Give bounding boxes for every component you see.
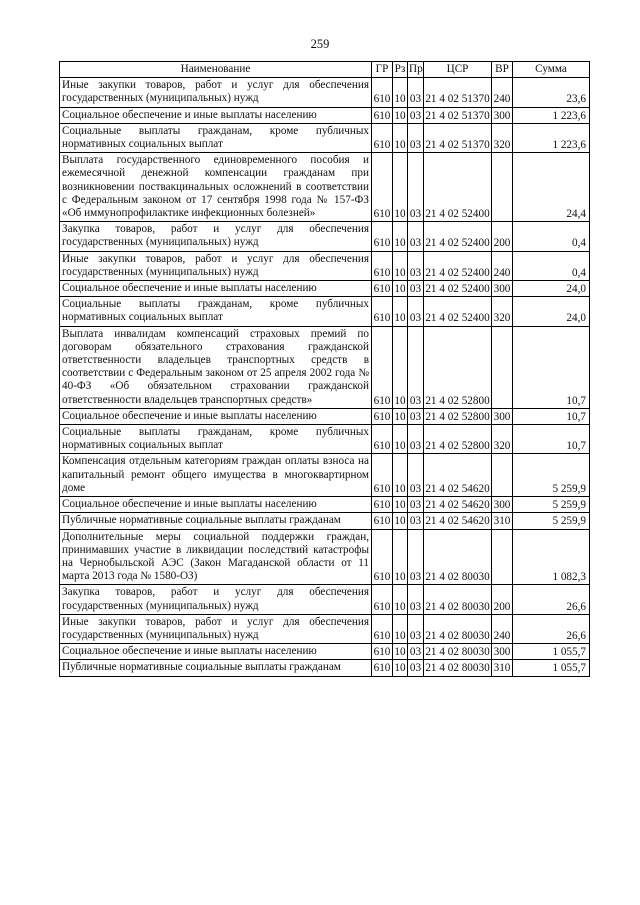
cell-rz: 10 — [393, 123, 408, 152]
cell-name: Выплата государственного единовременного пособия и ежемесячной денежной компенсации гражданам при возникновении поствакцинальных осложнений в соответствии с Федеральным законом от 17 сентября 1998 года № 157-ФЗ «Об иммунопрофилактике инфекционных болезней» — [60, 153, 372, 222]
cell-name: Иные закупки товаров, работ и услуг для обеспечения государственных (муниципальных) нужд — [60, 251, 372, 280]
cell-sum: 23,6 — [513, 78, 590, 107]
header-rz: Рз — [393, 62, 408, 78]
cell-gr: 610 — [372, 281, 393, 297]
cell-rz: 10 — [393, 660, 408, 676]
cell-gr: 610 — [372, 585, 393, 614]
cell-name: Закупка товаров, работ и услуг для обеспечения государственных (муниципальных) нужд — [60, 585, 372, 614]
cell-rz: 10 — [393, 326, 408, 408]
cell-pr: 03 — [408, 513, 424, 529]
cell-rz: 10 — [393, 251, 408, 280]
cell-gr: 610 — [372, 408, 393, 424]
cell-csr: 21 4 02 54620 — [424, 513, 492, 529]
cell-sum: 0,4 — [513, 222, 590, 251]
cell-vr: 300 — [492, 497, 513, 513]
cell-sum: 1 223,6 — [513, 107, 590, 123]
table-row — [60, 644, 590, 660]
cell-vr: 240 — [492, 614, 513, 643]
table-row — [60, 497, 590, 513]
cell-gr: 610 — [372, 513, 393, 529]
cell-vr: 300 — [492, 644, 513, 660]
cell-rz: 10 — [393, 281, 408, 297]
cell-name: Выплата инвалидам компенсаций страховых премий по договорам обязательного страхования гражданской ответственности владельцев транспортных средств в соответствии с Федеральным законом от 25 апреля 2002 года № 40-ФЗ «Об обязательном страховании гражданской ответственности владельцев транспортных средств» — [60, 326, 372, 408]
header-pr: Пр — [408, 62, 424, 78]
cell-pr: 03 — [408, 107, 424, 123]
cell-rz: 10 — [393, 153, 408, 222]
cell-pr: 03 — [408, 425, 424, 454]
cell-csr: 21 4 02 80030 — [424, 644, 492, 660]
cell-vr: 200 — [492, 222, 513, 251]
cell-sum: 5 259,9 — [513, 513, 590, 529]
cell-rz: 10 — [393, 425, 408, 454]
cell-sum: 10,7 — [513, 425, 590, 454]
cell-name: Социальное обеспечение и иные выплаты населению — [60, 408, 372, 424]
cell-pr: 03 — [408, 326, 424, 408]
cell-pr: 03 — [408, 529, 424, 585]
header-csr: ЦСР — [424, 62, 492, 78]
cell-name: Социальные выплаты гражданам, кроме публичных нормативных социальных выплат — [60, 297, 372, 326]
cell-gr: 610 — [372, 123, 393, 152]
cell-name: Социальное обеспечение и иные выплаты населению — [60, 281, 372, 297]
cell-csr: 21 4 02 80030 — [424, 585, 492, 614]
cell-csr: 21 4 02 52400 — [424, 297, 492, 326]
cell-name: Социальное обеспечение и иные выплаты населению — [60, 107, 372, 123]
table-row — [60, 297, 590, 326]
cell-name: Публичные нормативные социальные выплаты гражданам — [60, 660, 372, 676]
cell-pr: 03 — [408, 454, 424, 497]
cell-csr: 21 4 02 52800 — [424, 425, 492, 454]
cell-csr: 21 4 02 52400 — [424, 153, 492, 222]
cell-vr: 310 — [492, 513, 513, 529]
cell-pr: 03 — [408, 78, 424, 107]
cell-sum: 1 223,6 — [513, 123, 590, 152]
cell-name: Закупка товаров, работ и услуг для обеспечения государственных (муниципальных) нужд — [60, 222, 372, 251]
cell-name: Дополнительные меры социальной поддержки граждан, принимавших участие в ликвидации последствий катастрофы на Чернобыльской АЭС (Закон Магаданской области от 11 марта 2013 года № 1580-ОЗ) — [60, 529, 372, 585]
cell-sum: 0,4 — [513, 251, 590, 280]
table-header-row — [60, 62, 590, 78]
page-number: 259 — [310, 37, 330, 51]
cell-pr: 03 — [408, 497, 424, 513]
cell-name: Компенсация отдельным категориям граждан оплаты взноса на капитальный ремонт общего имущества в многоквартирном доме — [60, 454, 372, 497]
table-row — [60, 281, 590, 297]
cell-rz: 10 — [393, 107, 408, 123]
cell-pr: 03 — [408, 222, 424, 251]
cell-name: Социальные выплаты гражданам, кроме публичных нормативных социальных выплат — [60, 123, 372, 152]
cell-pr: 03 — [408, 660, 424, 676]
cell-pr: 03 — [408, 153, 424, 222]
cell-vr: 310 — [492, 660, 513, 676]
table-row — [60, 123, 590, 152]
cell-rz: 10 — [393, 644, 408, 660]
cell-vr: 240 — [492, 78, 513, 107]
cell-pr: 03 — [408, 644, 424, 660]
cell-csr: 21 4 02 51370 — [424, 123, 492, 152]
cell-csr: 21 4 02 52400 — [424, 251, 492, 280]
budget-table — [59, 61, 590, 677]
cell-sum: 10,7 — [513, 408, 590, 424]
cell-pr: 03 — [408, 585, 424, 614]
cell-sum: 24,0 — [513, 281, 590, 297]
cell-rz: 10 — [393, 497, 408, 513]
cell-vr: 320 — [492, 297, 513, 326]
cell-gr: 610 — [372, 660, 393, 676]
cell-csr: 21 4 02 51370 — [424, 107, 492, 123]
header-vr: ВР — [492, 62, 513, 78]
table-row — [60, 251, 590, 280]
table-row — [60, 222, 590, 251]
cell-gr: 610 — [372, 454, 393, 497]
cell-rz: 10 — [393, 454, 408, 497]
table-body — [60, 78, 590, 676]
cell-sum: 1 055,7 — [513, 644, 590, 660]
table-row — [60, 107, 590, 123]
cell-rz: 10 — [393, 585, 408, 614]
cell-csr: 21 4 02 80030 — [424, 529, 492, 585]
cell-sum: 26,6 — [513, 585, 590, 614]
cell-rz: 10 — [393, 408, 408, 424]
table-row — [60, 513, 590, 529]
cell-pr: 03 — [408, 614, 424, 643]
cell-sum: 10,7 — [513, 326, 590, 408]
cell-pr: 03 — [408, 408, 424, 424]
table-row — [60, 153, 590, 222]
cell-name: Социальное обеспечение и иные выплаты населению — [60, 644, 372, 660]
cell-gr: 610 — [372, 644, 393, 660]
cell-gr: 610 — [372, 251, 393, 280]
cell-gr: 610 — [372, 425, 393, 454]
cell-vr — [492, 326, 513, 408]
table-row — [60, 660, 590, 676]
table-row — [60, 326, 590, 408]
cell-name: Социальное обеспечение и иные выплаты населению — [60, 497, 372, 513]
cell-vr: 300 — [492, 107, 513, 123]
cell-csr: 21 4 02 51370 — [424, 78, 492, 107]
cell-rz: 10 — [393, 614, 408, 643]
table-row — [60, 408, 590, 424]
header-sum: Сумма — [513, 62, 590, 78]
cell-gr: 610 — [372, 497, 393, 513]
cell-csr: 21 4 02 52400 — [424, 222, 492, 251]
cell-name: Публичные нормативные социальные выплаты гражданам — [60, 513, 372, 529]
table-row — [60, 454, 590, 497]
cell-rz: 10 — [393, 513, 408, 529]
cell-gr: 610 — [372, 326, 393, 408]
cell-csr: 21 4 02 54620 — [424, 454, 492, 497]
cell-name: Иные закупки товаров, работ и услуг для обеспечения государственных (муниципальных) нужд — [60, 614, 372, 643]
cell-gr: 610 — [372, 529, 393, 585]
cell-gr: 610 — [372, 107, 393, 123]
cell-vr — [492, 153, 513, 222]
cell-sum: 1 082,3 — [513, 529, 590, 585]
cell-pr: 03 — [408, 123, 424, 152]
cell-name: Социальные выплаты гражданам, кроме публичных нормативных социальных выплат — [60, 425, 372, 454]
cell-rz: 10 — [393, 529, 408, 585]
cell-vr: 240 — [492, 251, 513, 280]
cell-rz: 10 — [393, 297, 408, 326]
cell-pr: 03 — [408, 297, 424, 326]
cell-pr: 03 — [408, 251, 424, 280]
cell-csr: 21 4 02 80030 — [424, 614, 492, 643]
cell-gr: 610 — [372, 153, 393, 222]
cell-gr: 610 — [372, 222, 393, 251]
cell-gr: 610 — [372, 614, 393, 643]
cell-pr: 03 — [408, 281, 424, 297]
table-row — [60, 78, 590, 107]
table-row — [60, 425, 590, 454]
cell-sum: 5 259,9 — [513, 454, 590, 497]
table-row — [60, 585, 590, 614]
cell-vr — [492, 529, 513, 585]
cell-vr — [492, 454, 513, 497]
cell-vr: 320 — [492, 425, 513, 454]
cell-csr: 21 4 02 54620 — [424, 497, 492, 513]
header-name: Наименование — [60, 62, 372, 78]
header-gr: ГР — [372, 62, 393, 78]
cell-vr: 300 — [492, 408, 513, 424]
cell-sum: 26,6 — [513, 614, 590, 643]
cell-vr: 200 — [492, 585, 513, 614]
cell-name: Иные закупки товаров, работ и услуг для обеспечения государственных (муниципальных) нужд — [60, 78, 372, 107]
cell-sum: 24,4 — [513, 153, 590, 222]
table-row — [60, 614, 590, 643]
cell-rz: 10 — [393, 222, 408, 251]
cell-gr: 610 — [372, 78, 393, 107]
cell-csr: 21 4 02 52800 — [424, 326, 492, 408]
cell-sum: 5 259,9 — [513, 497, 590, 513]
cell-gr: 610 — [372, 297, 393, 326]
cell-csr: 21 4 02 52400 — [424, 281, 492, 297]
cell-csr: 21 4 02 80030 — [424, 660, 492, 676]
cell-sum: 24,0 — [513, 297, 590, 326]
cell-vr: 300 — [492, 281, 513, 297]
cell-sum: 1 055,7 — [513, 660, 590, 676]
cell-vr: 320 — [492, 123, 513, 152]
cell-csr: 21 4 02 52800 — [424, 408, 492, 424]
cell-rz: 10 — [393, 78, 408, 107]
table-row — [60, 529, 590, 585]
